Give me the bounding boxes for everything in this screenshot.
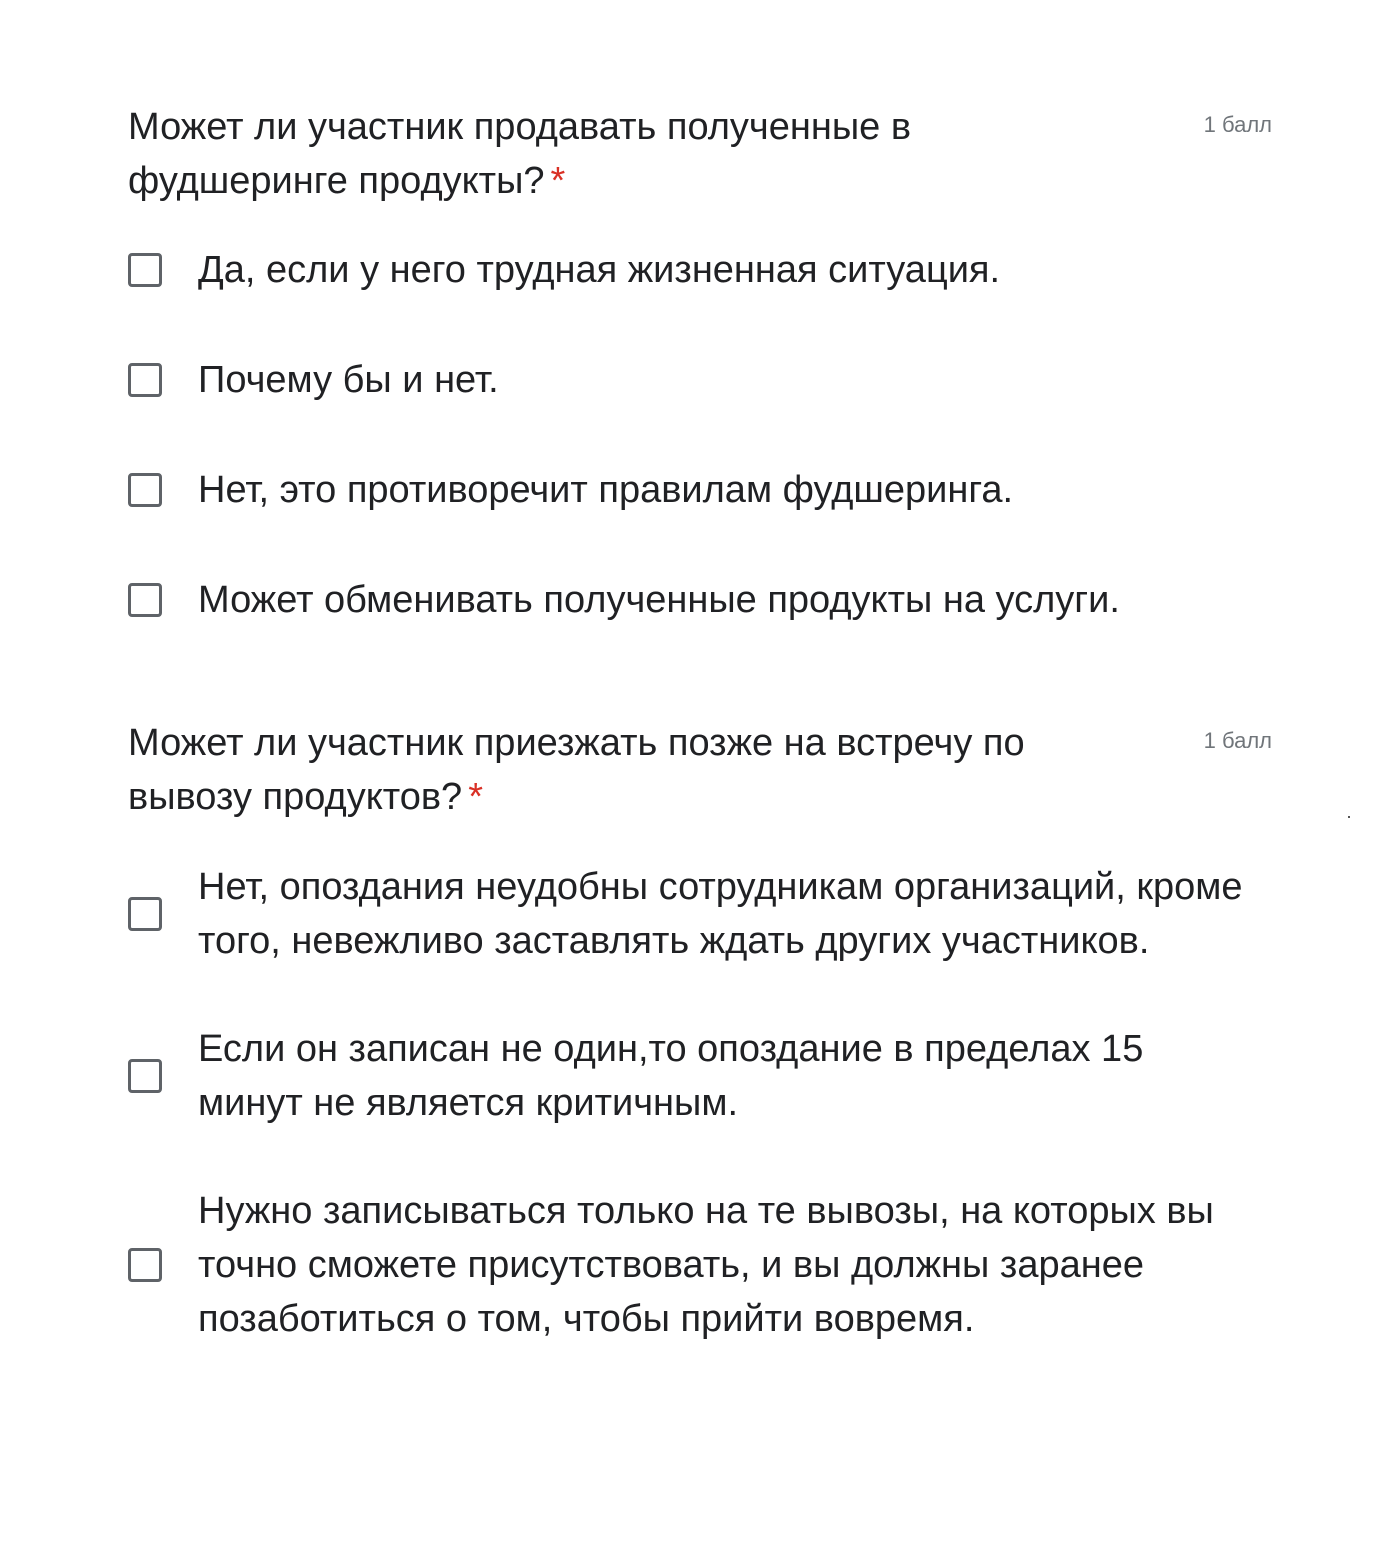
option-3[interactable] [128,1184,1272,1346]
option-label: Нет, опоздания неудобны сотрудникам организаций, кроме того, невежливо заставлять ждать других участников. [198,866,1243,962]
checkbox[interactable] [128,1059,162,1093]
checkbox[interactable] [128,1248,162,1282]
option-label: Если он записан не один,то опоздание в пределах 15 минут не является критичным. [198,1028,1144,1124]
option-1[interactable] [128,238,1272,302]
stray-dot [1348,816,1350,818]
option-3[interactable] [128,458,1272,522]
question-1 [128,100,1272,678]
options-list [128,860,1272,1346]
checkbox[interactable] [128,363,162,397]
question-title-text: Может ли участник приезжать позже на встречу по вывозу продуктов? [128,722,1025,818]
checkbox[interactable] [128,253,162,287]
options-list [128,238,1272,632]
checkbox[interactable] [128,583,162,617]
checkbox[interactable] [128,897,162,931]
option-label: Нужно записываться только на те вывозы, на которых вы точно сможете присутствовать, и вы должны заранее позаботиться о том, чтобы прийти вовремя. [198,1190,1214,1340]
option-label: Нет, это противоречит правилам фудшеринга. [198,469,1014,511]
question-header [128,100,1272,210]
option-label: Да, если у него трудная жизненная ситуация. [198,249,1001,291]
option-label: Почему бы и нет. [198,359,499,401]
question-title-text: Может ли участник продавать полученные в фудшеринге продукты? [128,106,912,202]
question-title [128,100,1128,208]
required-asterisk: * [550,160,566,202]
checkbox[interactable] [128,473,162,507]
points-label: 1 балл [1203,728,1272,753]
option-label: Может обменивать полученные продукты на услуги. [198,579,1120,621]
question-2 [128,716,1272,1400]
option-4[interactable] [128,568,1272,632]
option-2[interactable] [128,1022,1272,1130]
question-header [128,716,1272,826]
question-title [128,716,1128,824]
option-1[interactable] [128,860,1272,968]
points-label: 1 балл [1203,112,1272,137]
option-2[interactable] [128,348,1272,412]
required-asterisk: * [468,776,483,818]
